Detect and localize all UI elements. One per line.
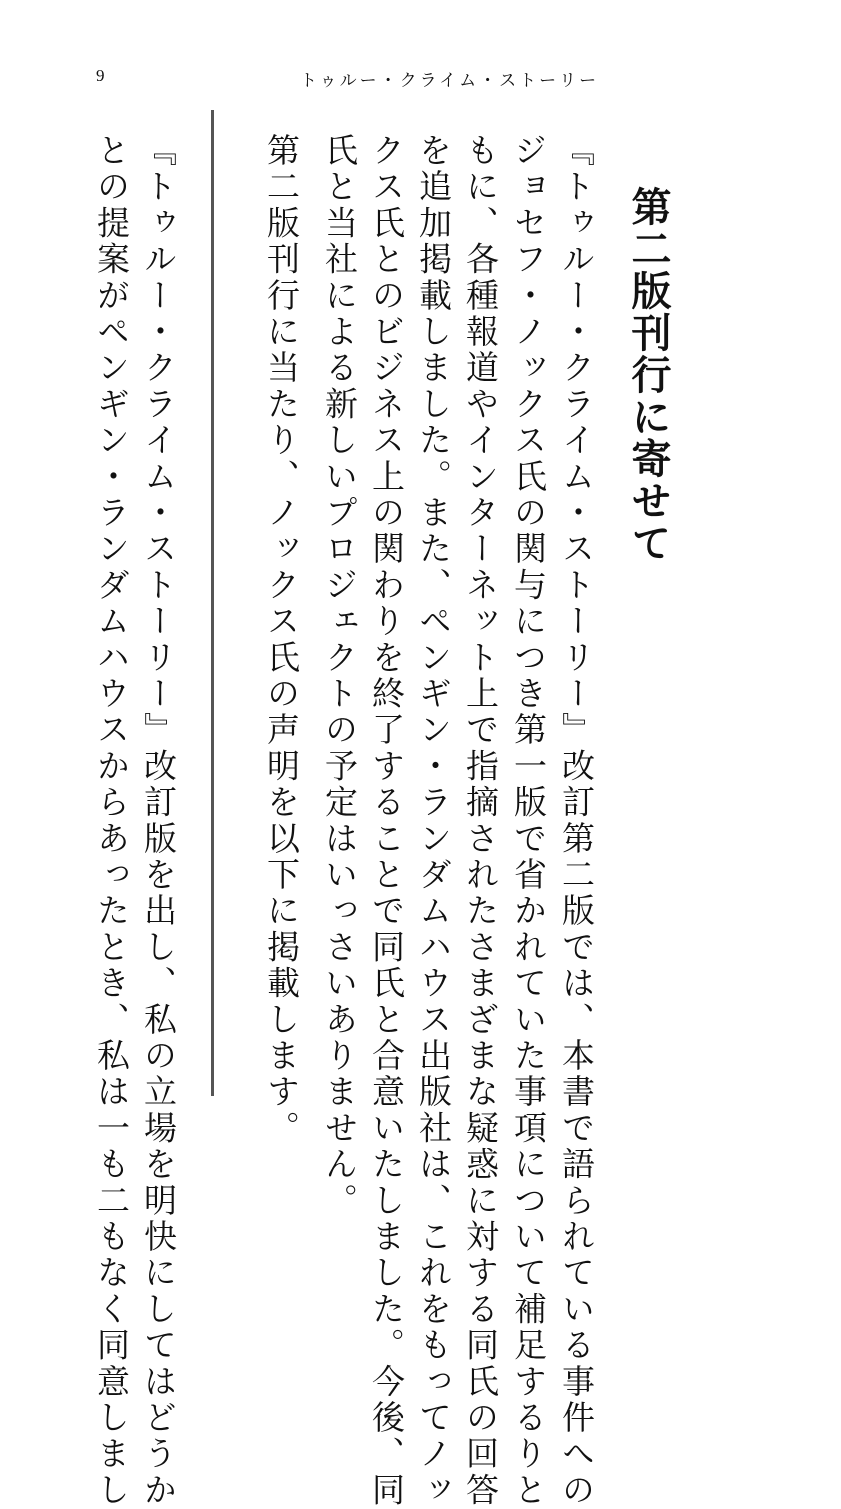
body-line-5: クス氏とのビジネス上の関わりを終了することで同氏と合意いたしました。今後、同 (367, 133, 406, 1509)
notice-line: 第二版刊行に当たり、ノックス氏の声明を以下に掲載します。 (262, 133, 301, 1147)
body-line-3: もに、各種報道やインターネット上で指摘されたさまざまな疑惑に対する同氏の回答 (461, 133, 500, 1509)
chapter-title: 第二版刊行に寄せて (625, 186, 671, 564)
page-number: 9 (96, 66, 105, 85)
body-line-2: ジョセフ・ノックス氏の関与につき第一版で省かれていた事項について補足するりと (509, 133, 548, 1509)
divider-line (211, 110, 214, 1096)
statement-line-2: との提案がペンギン・ランダムハウスからあったとき、私は一も二もなく同意しまし (92, 133, 131, 1509)
statement-line-1: 『トゥルー・クライム・ストーリー』改訂版を出し、私の立場を明快にしてはどうか (139, 133, 178, 1509)
body-line-4: を追加掲載しました。また、ペンギン・ランダムハウス出版社は、これをもってノッ (414, 133, 453, 1509)
body-line-6: 氏と当社による新しいプロジェクトの予定はいっさいありません。 (320, 133, 359, 1219)
running-header: トゥルー・クライム・ストーリー (300, 71, 600, 91)
body-line-1: 『トゥルー・クライム・ストーリー』改訂第二版では、本書で語られている事件への (557, 133, 596, 1509)
